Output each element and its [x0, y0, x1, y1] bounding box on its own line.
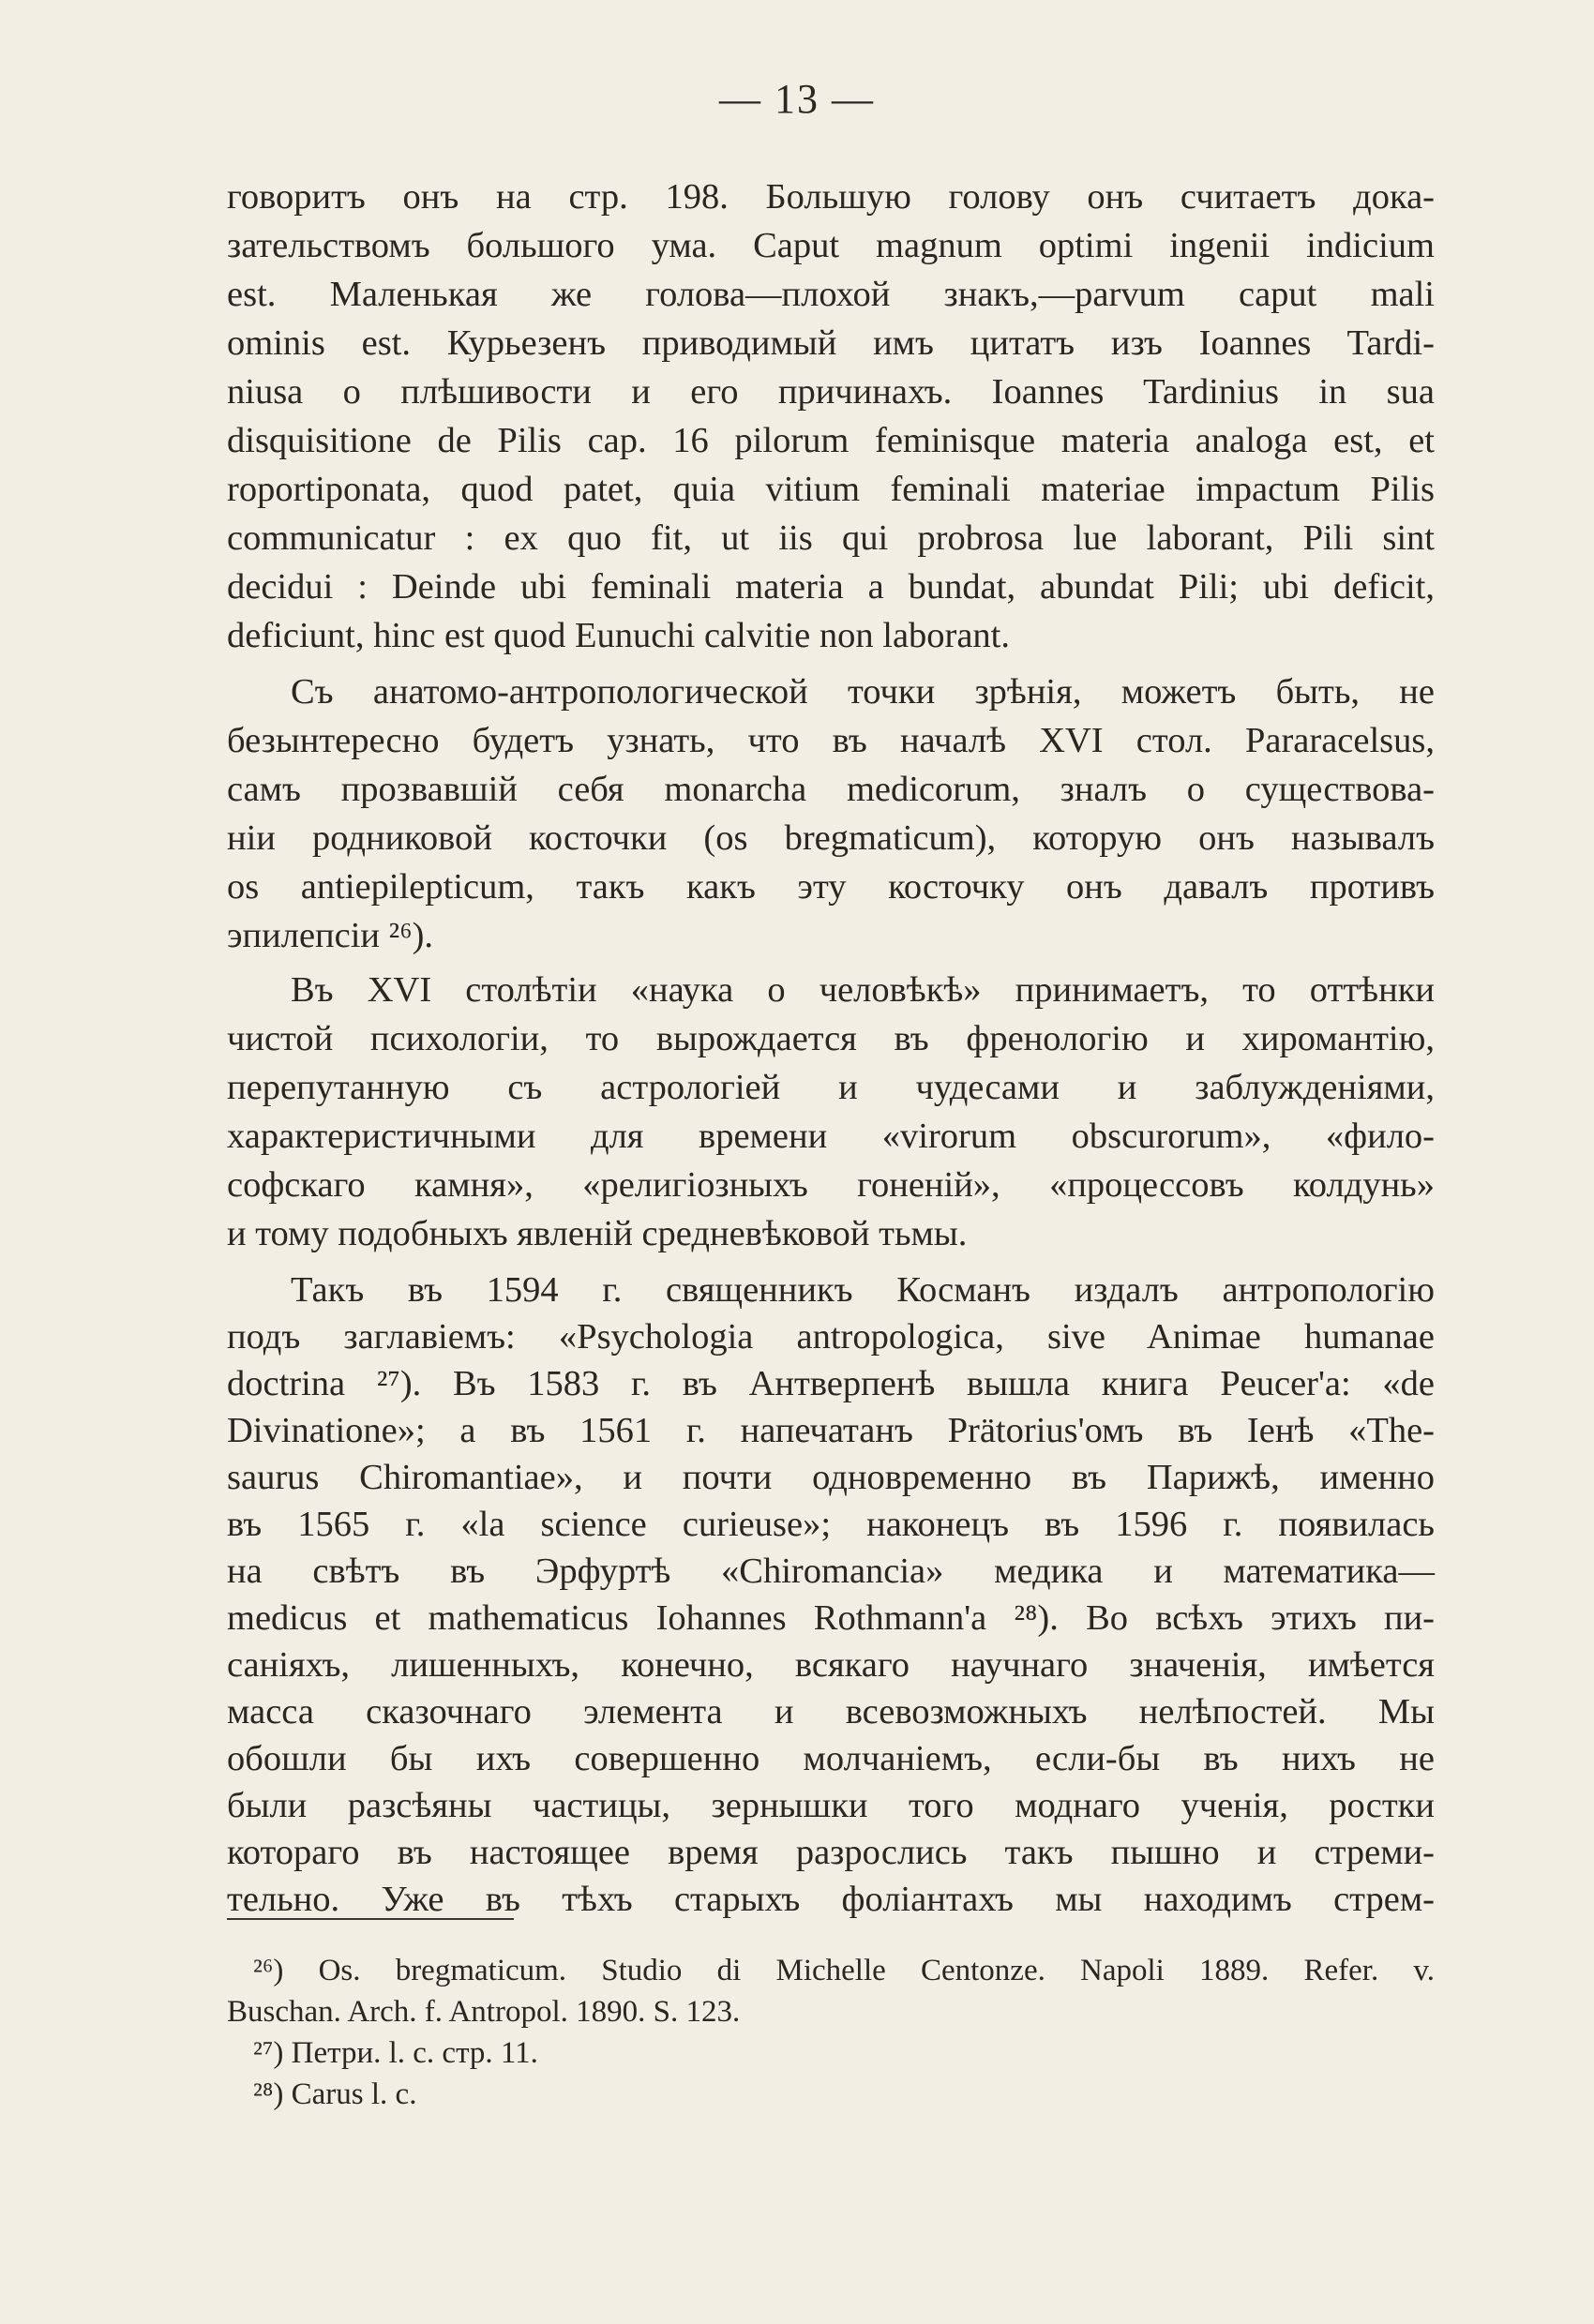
text-line: саніяхъ, лишенныхъ, конечно, всякаго научнаго значенія, имѣется — [227, 1645, 1435, 1685]
text-line: roportiponata, quod patet, quia vitium feminali materiae impactum Pilis — [227, 470, 1435, 509]
text-line: масса сказочнаго элемента и всевозможныхъ нелѣпостей. Мы — [227, 1692, 1435, 1732]
text-line: medicus et mathematicus Iohannes Rothmann'a ²⁸). Во всѣхъ этихъ пи- — [227, 1598, 1435, 1638]
text-line: перепутанную съ астрологіей и чудесами и заблужденіями, — [227, 1068, 1435, 1107]
text-line: эпилепсіи ²⁶). — [227, 916, 434, 955]
text-line: deficiunt, hinc est quod Eunuchi calvitie non laborant. — [227, 616, 1011, 655]
text-line: Divinatione»; а въ 1561 г. напечатанъ Prätorius'омъ въ Іенѣ «Thе- — [227, 1411, 1435, 1450]
footnote-line: Buschan. Arch. f. Antropol. 1890. S. 123. — [227, 1995, 741, 2029]
text-line: est. Маленькая же голова—плохой знакъ,—parvum caput mali — [227, 275, 1435, 314]
text-line: decidui : Deinde ubi feminali materia a bundat, abundat Pili; ubi deficit, — [227, 567, 1435, 607]
text-line: софскаго камня», «религіозныхъ гоненій», «процессовъ колдунь» — [227, 1165, 1435, 1205]
text-line: ніи родниковой косточки (os bregmaticum), которую онъ называлъ — [227, 818, 1435, 858]
text-line: говоритъ онъ на стр. 198. Большую голову онъ считаетъ дока- — [227, 177, 1435, 217]
text-line: на свѣтъ въ Эрфуртѣ «Chiromancia» медика и математика— — [227, 1552, 1435, 1591]
footnote-line: ²⁶) Os. bregmaticum. Studio di Michelle Centonze. Napoli 1889. Refer. v. — [253, 1954, 1435, 1987]
text-line: въ 1565 г. «la science curieuse»; наконецъ въ 1596 г. появилась — [227, 1505, 1435, 1544]
text-line: os antiepilepticum, такъ какъ эту косточку онъ давалъ противъ — [227, 867, 1435, 907]
text-line: зательствомъ большого ума. Caput magnum optimi ingenii indicium — [227, 226, 1435, 265]
text-line: Въ XVI столѣтіи «наука о человѣкѣ» принимаетъ, то оттѣнки — [291, 970, 1435, 1010]
text-line: saurus Chiromantiae», и почти одновременно въ Парижѣ, именно — [227, 1458, 1435, 1497]
footnote-line: ²⁸) Carus l. c. — [253, 2077, 417, 2111]
text-line: niusа о плѣшивости и его причинахъ. Ioannes Tardinius in sua — [227, 372, 1435, 412]
text-line: disquisitione de Pilis cap. 16 pilorum feminisque materia analoga est, et — [227, 421, 1435, 460]
text-line: тельно. Уже въ тѣхъ старыхъ фоліантахъ мы находимъ стрем- — [227, 1880, 1435, 1919]
text-line: ominis est. Курьезенъ приводимый имъ цитатъ изъ Ioannes Tardi- — [227, 323, 1435, 363]
text-line: подъ заглавіемъ: «Psychologia antropologica, sive Animae humanae — [227, 1317, 1435, 1357]
text-line: чистой психологіи, то вырождается въ френологію и хиромантію, — [227, 1019, 1435, 1058]
text-line: самъ прозвавшій себя monarcha medicorum, зналъ о существова- — [227, 770, 1435, 809]
text-line: безынтересно будетъ узнать, что въ началѣ XVI стол. Pararacelsus, — [227, 721, 1435, 760]
text-line: communicatur : ex quo fit, ut iis qui probrosa lue laborant, Pili sint — [227, 518, 1435, 558]
footnote-line: ²⁷) Петри. l. c. стр. 11. — [253, 2036, 538, 2070]
page-number: — 13 — — [719, 76, 875, 122]
text-line: котораго въ настоящее время разрослись такъ пышно и стреми- — [227, 1833, 1435, 1872]
text-line: были разсѣяны частицы, зернышки того моднаго ученія, ростки — [227, 1786, 1435, 1825]
text-line: обошли бы ихъ совершенно молчаніемъ, если-бы въ нихъ не — [227, 1739, 1435, 1778]
text-line: Такъ въ 1594 г. священникъ Косманъ издалъ антропологію — [291, 1270, 1435, 1310]
text-line: Съ анатомо-антропологической точки зрѣнія, можетъ быть, не — [291, 672, 1435, 712]
footnote-divider — [227, 1918, 514, 1920]
text-line: характеристичными для времени «virorum obscurorum», «фило- — [227, 1117, 1435, 1156]
text-line: doctrina ²⁷). Въ 1583 г. въ Антверпенѣ вышла книга Peucer'a: «de — [227, 1364, 1435, 1403]
text-line: и тому подобныхъ явленій средневѣковой тьмы. — [227, 1214, 968, 1253]
